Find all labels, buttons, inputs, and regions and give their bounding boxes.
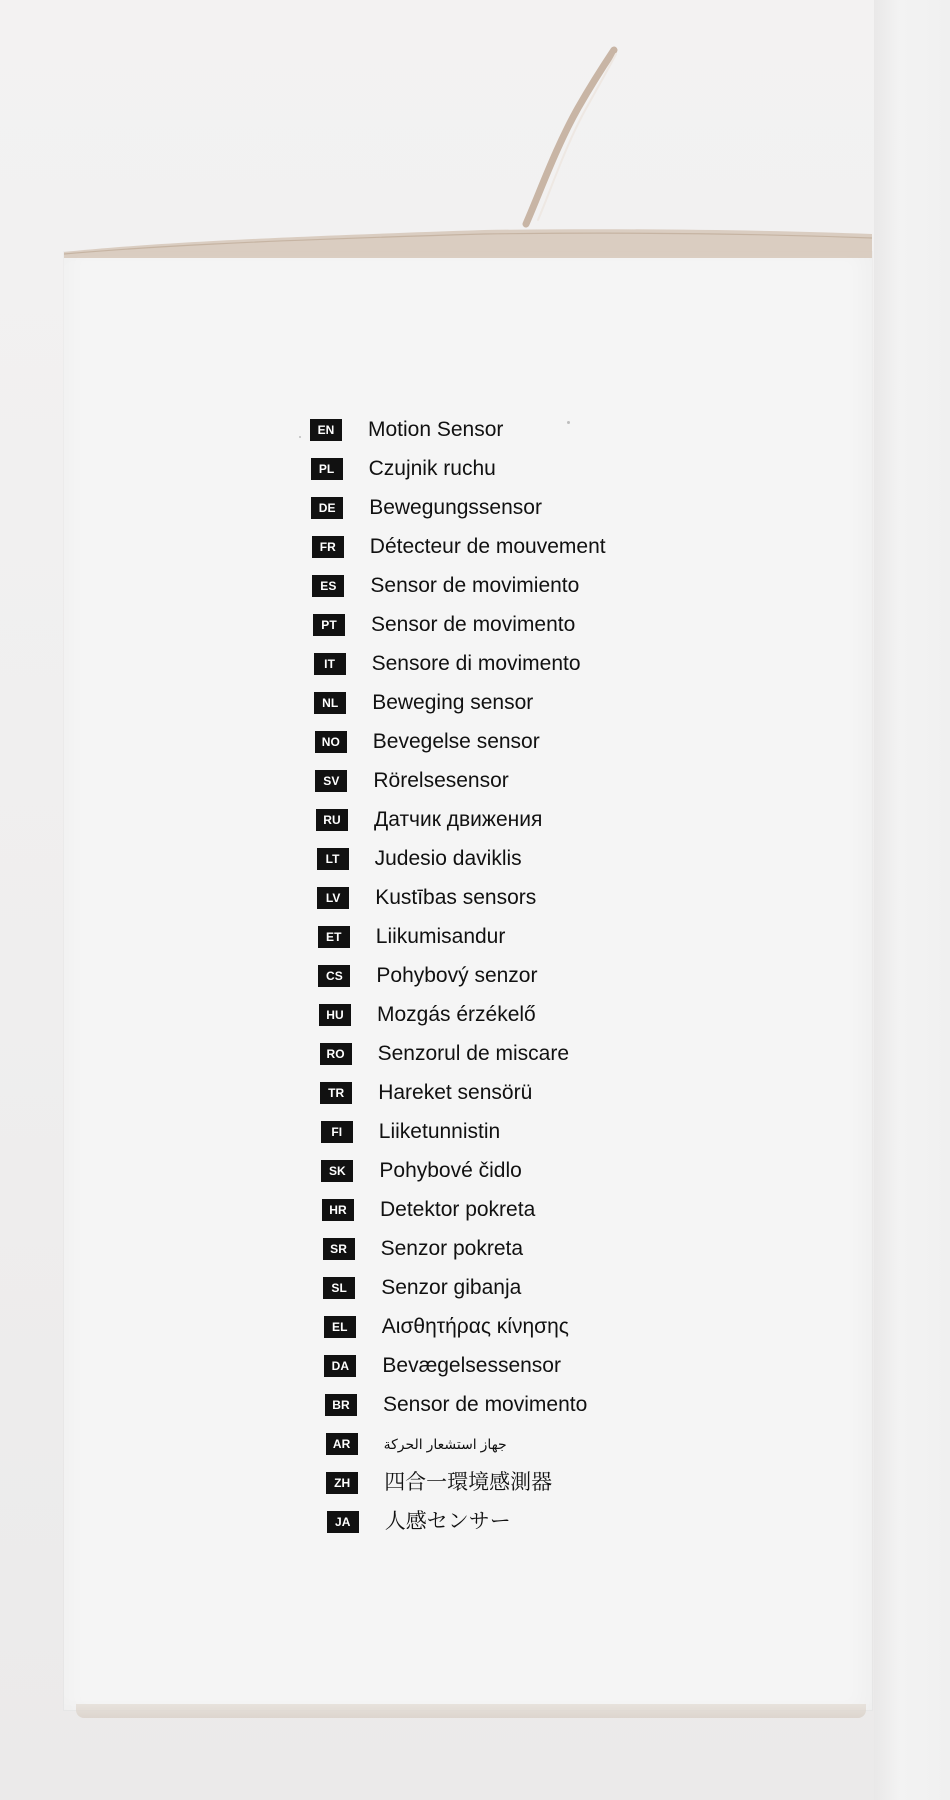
language-row-pl: [311, 455, 496, 483]
language-translation-text: Liikumisandur: [375, 925, 506, 948]
box-top-edge: [64, 228, 872, 258]
language-row-pt: [313, 611, 575, 639]
language-row-no: [315, 728, 540, 756]
language-code-badge: SR: [323, 1238, 355, 1260]
language-row-el: [324, 1313, 569, 1341]
print-speck: [567, 421, 570, 424]
hanger-tab: [520, 42, 630, 242]
language-code-badge: EN: [310, 419, 342, 441]
language-translation-text: Sensore di movimento: [371, 652, 581, 675]
language-translation-text: Bevægelsessensor: [382, 1354, 561, 1377]
language-row-sv: [315, 767, 508, 795]
language-row-lt: [317, 845, 522, 873]
print-speck: [299, 436, 301, 438]
language-translation-text: Senzorul de miscare: [377, 1042, 570, 1065]
language-code-badge: AR: [326, 1433, 358, 1455]
language-translation-text: Mozgás érzékelő: [377, 1003, 536, 1026]
language-code-badge: HR: [322, 1199, 354, 1221]
language-translation-text: Czujnik ruchu: [368, 457, 496, 480]
language-code-badge: ES: [312, 575, 344, 597]
language-row-lv: [317, 884, 536, 912]
language-translation-text: Detektor pokreta: [380, 1198, 536, 1221]
language-translation-text: Pohybové čidlo: [379, 1159, 522, 1182]
language-row-tr: [320, 1079, 532, 1107]
language-row-sl: [323, 1274, 521, 1302]
language-row-fr: [312, 533, 606, 561]
language-row-de: [311, 494, 542, 522]
language-code-badge: TR: [320, 1082, 352, 1104]
language-code-badge: DA: [324, 1355, 356, 1377]
language-code-badge: LV: [317, 887, 349, 909]
language-translation-text: Sensor de movimento: [371, 613, 576, 636]
language-translation-text: Motion Sensor: [368, 418, 504, 441]
box-bottom-edge: [76, 1704, 866, 1718]
language-code-badge: FR: [312, 536, 344, 558]
language-code-badge: CS: [318, 965, 350, 987]
language-translation-text: 人感センサー: [384, 1510, 511, 1533]
language-row-hr: [322, 1196, 535, 1224]
language-translation-text: Détecteur de mouvement: [369, 535, 606, 558]
language-row-en: [310, 416, 503, 444]
language-row-da: [324, 1352, 561, 1380]
language-translation-text: Sensor de movimiento: [370, 574, 580, 597]
language-row-br: [325, 1391, 587, 1419]
language-row-et: [318, 923, 506, 951]
language-code-badge: DE: [311, 497, 343, 519]
language-row-ar: [326, 1430, 507, 1458]
language-code-badge: BR: [325, 1394, 357, 1416]
language-translation-text: Liiketunnistin: [378, 1120, 501, 1143]
language-code-badge: IT: [314, 653, 346, 675]
language-code-badge: HU: [319, 1004, 351, 1026]
language-code-badge: PL: [311, 458, 343, 480]
background-right-panel: [874, 0, 950, 1800]
language-row-it: [314, 650, 581, 678]
language-translation-text: Kustības sensors: [375, 886, 537, 909]
language-row-hu: [319, 1001, 536, 1029]
language-code-badge: JA: [327, 1511, 359, 1533]
language-translation-text: جهاز استشعار الحركة: [383, 1436, 507, 1452]
language-code-badge: ZH: [326, 1472, 358, 1494]
language-code-badge: LT: [317, 848, 349, 870]
language-translation-text: Bevegelse sensor: [372, 730, 540, 753]
language-row-ru: [316, 806, 542, 834]
language-code-badge: PT: [313, 614, 345, 636]
language-code-badge: SV: [315, 770, 347, 792]
language-row-sk: [321, 1157, 521, 1185]
language-row-ro: [320, 1040, 569, 1068]
language-row-sr: [323, 1235, 523, 1263]
language-translation-text: Sensor de movimento: [383, 1393, 588, 1416]
language-code-badge: NO: [315, 731, 347, 753]
language-translation-text: Αισθητήρας κίνησης: [381, 1315, 569, 1338]
language-code-badge: SL: [323, 1277, 355, 1299]
language-translation-text: 四合一環境感測器: [384, 1471, 553, 1494]
language-code-badge: NL: [314, 692, 346, 714]
language-code-badge: RU: [316, 809, 348, 831]
language-code-badge: ET: [318, 926, 350, 948]
language-row-fi: [321, 1118, 500, 1146]
language-translation-text: Beweging sensor: [372, 691, 534, 714]
language-translation-text: Judesio daviklis: [374, 847, 522, 870]
language-row-cs: [318, 962, 537, 990]
language-code-badge: RO: [320, 1043, 352, 1065]
language-code-badge: SK: [321, 1160, 353, 1182]
language-code-badge: EL: [324, 1316, 356, 1338]
language-code-badge: FI: [321, 1121, 353, 1143]
language-row-es: [312, 572, 579, 600]
language-translation-text: Датчик движения: [374, 808, 543, 831]
language-translation-text: Pohybový senzor: [376, 964, 538, 987]
language-row-zh: [326, 1469, 552, 1497]
language-row-nl: [314, 689, 533, 717]
language-translation-text: Bewegungssensor: [369, 496, 542, 519]
language-translation-text: Senzor pokreta: [380, 1237, 524, 1260]
language-row-ja: [327, 1508, 511, 1536]
language-translation-text: Rörelsesensor: [373, 769, 509, 792]
language-translation-text: Hareket sensörü: [378, 1081, 533, 1104]
language-translation-text: Senzor gibanja: [381, 1276, 522, 1299]
